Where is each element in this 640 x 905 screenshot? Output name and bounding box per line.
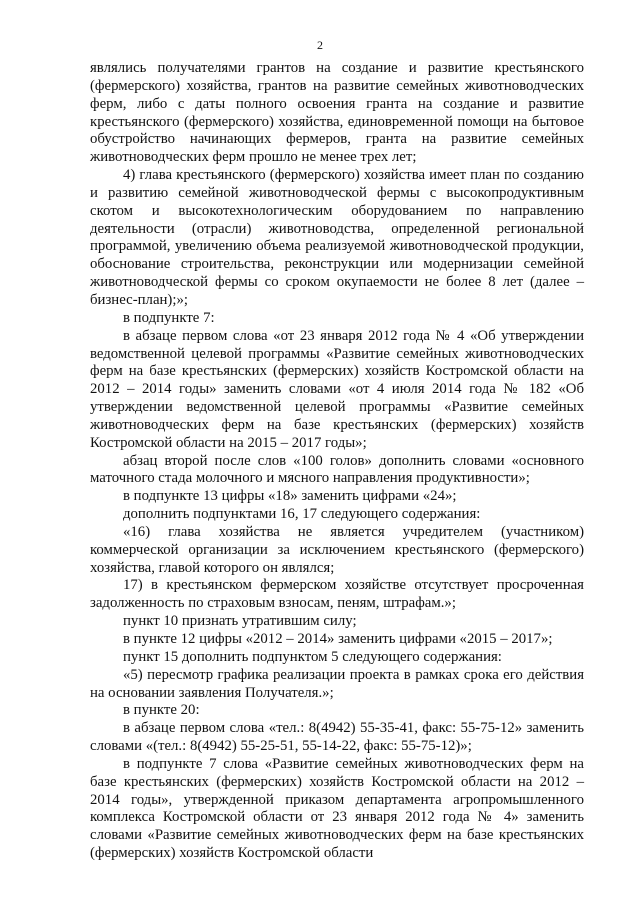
paragraph-subpoint-5: «5) пересмотр графика реализации проекта в рамках срока его действия на основании заявления Получателя.»;	[90, 666, 584, 701]
paragraph-subpoint-7: в подпункте 7:	[123, 309, 215, 326]
paragraph-item-4: 4) глава крестьянского (фермерского) хозяйства имеет план по созданию и развитию семейной животноводческой фермы с высокопродуктивным скотом и высокотехнологическим оборудованием по направлению деятельности (отрасли) животноводства, определенной региональной программой, увеличению объема реализуемой животноводческой продукции, обоснование строительства, реконструкции или модернизации семейной животноводческой фермы со сроком окупаемости не более 8 лет (далее – бизнес-план);»;	[90, 167, 584, 308]
document-body	[90, 60, 584, 863]
paragraph-subpoint-17: 17) в крестьянском фермерском хозяйстве отсутствует просроченная задолженность по страховым взносам, пеням, штрафам.»;	[90, 577, 584, 612]
paragraph-subpoint-16: «16) глава хозяйства не является учредителем (участником) коммерческой организации за исключением крестьянского (фермерского) хозяйства, главой которого он являлся;	[90, 523, 584, 576]
paragraph-subpoint-7-program: в подпункте 7 слова «Развитие семейных животноводческих ферм на базе крестьянских (фермерских) хозяйств Костромской области на 2012 – 2014 годы», утвержденной приказом департамента агропромышленного комплекса Костромской области от 23 января 2012 года № 4» заменить словами «Развитие семейных животноводческих ферм на базе крестьянских (фермерских) хозяйств Костромской области	[90, 755, 584, 862]
paragraph-phones: в абзаце первом слова «тел.: 8(4942) 55-35-41, факс: 55-75-12» заменить словами «(тел.: 8(4942) 55-25-51, 55-14-22, факс: 55-75-12)»;	[90, 720, 584, 755]
paragraph-point-10: пункт 10 признать утратившим силу;	[123, 613, 357, 630]
paragraph-first-clause: в абзаце первом слова «от 23 января 2012 года № 4 «Об утверждении ведомственной целевой программы «Развитие семейных животноводческих ферм на базе крестьянских (фермерских) хозяйств Костромской области на 2012 – 2014 годы» заменить словами «от 4 июля 2014 года № 182 «Об утверждении ведомственной целевой программы «Развитие семейных животноводческих ферм на базе крестьянских (фермерских) хозяйств Костромской области на 2015 – 2017 годы»;	[90, 327, 584, 451]
paragraph-point-15: пункт 15 дополнить подпунктом 5 следующего содержания:	[123, 648, 502, 665]
paragraph-subpoint-13: в подпункте 13 цифры «18» заменить цифрами «24»;	[123, 488, 457, 505]
page-number: 2	[317, 38, 323, 52]
paragraph-point-20: в пункте 20:	[123, 702, 200, 719]
paragraph-add-subpoints: дополнить подпунктами 16, 17 следующего содержания:	[123, 506, 481, 523]
paragraph-continuation: являлись получателями грантов на создание и развитие крестьянского (фермерского) хозяйства, грантов на развитие семейных животноводческих ферм, либо с даты полного освоения гранта на создание и развитие крестьянского (фермерского) хозяйства, единовременной помощи на бытовое обустройство начинающих фермеров, гранта на развитие семейных животноводческих ферм прошло не менее трех лет;	[90, 60, 584, 166]
paragraph-second-clause: абзац второй после слов «100 голов» дополнить словами «основного маточного стада молочного и мясного направления продуктивности»;	[90, 452, 584, 487]
paragraph-point-12: в пункте 12 цифры «2012 – 2014» заменить цифрами «2015 – 2017»;	[123, 631, 553, 647]
